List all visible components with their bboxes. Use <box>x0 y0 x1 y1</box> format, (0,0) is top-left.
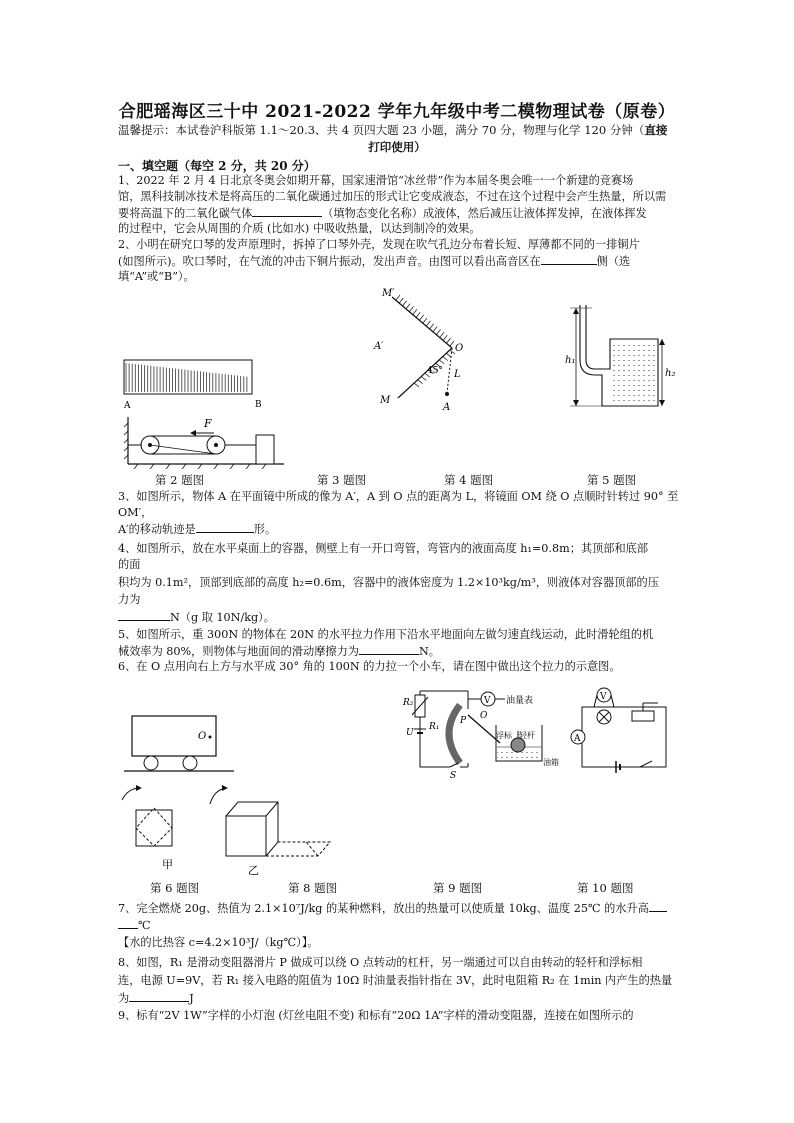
q7-line3: 【水的比热容 c=4.2×10³J/（kg℃）】。 <box>118 936 319 949</box>
label-meter-v: V <box>600 692 607 702</box>
mirror-hatch <box>437 330 441 335</box>
q2-line2 <box>118 253 680 271</box>
mirror-hatch <box>414 383 419 387</box>
q8-line1: 8、如图，R₁ 是滑动变阻器滑片 P 做成可以绕 O 点转动的杠杆，另一端通过可以自由转动的轻杆和浮标相 <box>118 956 643 969</box>
q4-answer-blank[interactable] <box>118 609 170 621</box>
cart-wheel-left <box>144 756 158 770</box>
q1-line4: 的过程中，它会从周围的介质 (比如水) 中吸收热量，以达到制冷的效果。 <box>118 222 481 235</box>
q4-line4: 力为 <box>118 593 141 606</box>
q1-text-a: 要将高温下的二氧化碳气体 <box>118 207 253 220</box>
q2-text-b: 侧（选 <box>596 255 631 268</box>
q7-line1 <box>118 900 680 918</box>
q8-text-b: J <box>189 992 194 1005</box>
mirror-hatch <box>443 335 447 340</box>
label-float: 浮标 <box>496 731 512 740</box>
caption-fig5: 第 5 题图 <box>587 473 637 487</box>
fig4-container <box>562 303 682 413</box>
label-O-cart: O <box>198 731 207 742</box>
q5-text-a: 械效率为 80%，则物体与地面间的滑动摩擦力为 <box>118 645 359 658</box>
q5-text-b: N。 <box>419 645 440 658</box>
caption-fig3: 第 3 题图 <box>317 473 367 487</box>
q1-line2: 馆，黑科技制冰技术是将高压的二氧化碳通过加压的形式让它变成液态，不过在这个过程中会产生热量，所以需 <box>118 190 667 203</box>
q1-text-b: （填物态变化名称）成液体，然后减压让液体挥发掉，在液体挥发 <box>322 207 647 220</box>
q1-answer-blank[interactable] <box>252 205 322 217</box>
q1-line3 <box>118 205 680 223</box>
q1-line1: 1、2022 年 2 月 4 日北京冬奥会如期开幕，国家速滑馆“冰丝带”作为本届冬奥会唯一一个新建的竞赛场 <box>118 174 634 187</box>
float-ball <box>511 738 525 752</box>
fig9-oil-gauge <box>400 685 575 785</box>
q4-line3: 积均为 0.1m²，顶部到底部的高度 h₂=0.6m，容器中的液体密度为 1.2×10³kg/m³，则液体对容器顶部的压 <box>118 576 659 589</box>
mirror-hatch <box>418 380 423 384</box>
q3-text-a: A′的移动轨迹是 <box>118 523 196 536</box>
label-M: M <box>380 395 391 406</box>
label-F: F <box>204 417 212 430</box>
fig10-circuit <box>566 685 676 780</box>
q8-answer-blank[interactable] <box>129 990 189 1002</box>
label-B: B <box>255 400 262 410</box>
q7-answer-blank-b[interactable] <box>118 917 138 929</box>
hint-bold-line2: 打印使用） <box>368 140 426 154</box>
object-block <box>256 435 274 464</box>
mirror-hatch <box>433 327 437 332</box>
q3-line3 <box>118 521 680 539</box>
q5-answer-blank[interactable] <box>359 643 419 655</box>
cube-yi <box>226 816 266 856</box>
label-O: O <box>455 343 464 354</box>
mirror-hatch <box>396 295 400 300</box>
mirror-hatch <box>450 341 454 346</box>
label-A: A <box>124 401 131 411</box>
q3-line2: OM′， <box>118 506 153 519</box>
hint-text: 温馨提示：本试卷沪科版第 1.1～20.3、共 4 页四大题 23 小题，满分 70 分，物理与化学 120 分钟（ <box>118 123 645 137</box>
q5-line2 <box>118 643 680 661</box>
label-oil-meter: 油量表 <box>506 696 534 706</box>
label-oil-tank: 油箱 <box>543 758 559 767</box>
label-A-point: A <box>443 402 451 413</box>
fig8-rotation <box>118 782 338 877</box>
section-heading: 一、填空题（每空 2 分，共 20 分） <box>118 159 316 173</box>
label-O-lever: O <box>480 711 488 721</box>
mirror-hatch <box>403 301 407 306</box>
label-meter-a: A <box>574 734 581 744</box>
q2-answer-blank[interactable] <box>541 253 597 265</box>
mirror-hatch <box>430 324 434 329</box>
cart-wheel-right <box>183 756 197 770</box>
q2-line3: 填“A”或“B”）。 <box>118 270 195 283</box>
mirror-hatch <box>416 312 420 317</box>
q4-line2: 的面 <box>118 558 141 571</box>
resistor-arc-R1 <box>449 705 460 763</box>
mirror-hatch <box>399 298 403 303</box>
label-h2: h₂ <box>665 368 676 379</box>
mirror-hatch <box>443 357 448 361</box>
q4-line1: 4、如图所示，放在水平桌面上的容器，侧壁上有一开口弯管，弯管内的液面高度 h₁=0.8m；其顶部和底部 <box>118 542 649 555</box>
mirror-hatch <box>439 360 444 364</box>
label-U: U <box>406 728 414 738</box>
mirror-hatch <box>406 304 410 309</box>
rheostat <box>632 711 654 721</box>
q3-answer-blank[interactable] <box>196 521 254 533</box>
q3-line1: 3、如图所示，物体 A 在平面镜中所成的像为 A′，A 到 O 点的距离为 L，将镜面 OM 绕 O 点顺时针转过 90° 至 <box>118 490 679 503</box>
caption-fig8: 第 8 题图 <box>288 881 338 895</box>
q8-line3 <box>118 990 680 1008</box>
mirror-hatch <box>413 309 417 314</box>
label-h1: h₁ <box>565 355 576 366</box>
label-angle: 45° <box>427 366 443 376</box>
q6-line1: 6、在 O 点用向右上方与水平成 30° 角的 100N 的力拉一个小车，请在图中做出这个拉力的示意图。 <box>118 660 621 673</box>
mirror-hatch <box>447 338 451 343</box>
caption-fig4: 第 4 题图 <box>444 473 494 487</box>
fig6-cart <box>124 712 239 777</box>
label-light-rod: 轻杆 <box>519 731 535 740</box>
q8-text-a: 为 <box>118 992 130 1005</box>
label-R1: R₁ <box>429 722 440 732</box>
hint-bold: 直接 <box>644 123 668 137</box>
caption-fig2: 第 2 题图 <box>155 473 205 487</box>
label-S: S <box>450 771 457 781</box>
mirror-hatch <box>420 315 424 320</box>
label-meter-v-oil: V <box>484 696 491 706</box>
square-jia <box>136 810 172 846</box>
fig5-pulley <box>124 415 294 470</box>
q7-answer-blank-a[interactable] <box>649 900 667 912</box>
label-A-prime: A′ <box>374 341 384 352</box>
q4-line5 <box>118 609 680 627</box>
label-L: L <box>454 369 461 380</box>
exam-title: 合肥瑶海区三十中 2021-2022 学年九年级中考二模物理试卷（原卷） <box>118 102 676 122</box>
q3-text-b: 形。 <box>253 523 277 536</box>
q8-line2: 连，电源 U=9V，若 R₁ 接入电路的阻值为 10Ω 时油量表指针指在 3V，此时电阻箱 R₂ 在 1min 内产生的热量 <box>118 974 673 987</box>
q9-line1: 9、标有“2V 1W”字样的小灯泡 (灯丝电阻不变) 和标有“20Ω 1A”字样的滑动变阻器，连接在如图所示的 <box>118 1009 634 1022</box>
label-R2: R₂ <box>403 698 414 708</box>
mirror-hatch <box>440 332 444 337</box>
label-jia: 甲 <box>162 858 173 871</box>
mirror-OM-prime <box>392 297 452 348</box>
q5-line1: 5、如图所示，重 300N 的物体在 20N 的水平拉力作用下沿水平地面向左做匀速直线运动，此时滑轮组的机 <box>118 628 654 641</box>
mirror-hatch <box>410 307 414 312</box>
q7-line2 <box>118 917 680 935</box>
label-yi: 乙 <box>248 864 259 877</box>
mirror-hatch <box>423 318 427 323</box>
mirror-hatch <box>426 321 430 326</box>
caption-fig10: 第 10 题图 <box>577 881 634 895</box>
label-P: P <box>460 716 467 726</box>
q7-text: 7、完全燃烧 20g、热值为 2.1×10⁷J/kg 的某种燃料，放出的热量可以使质量 10kg、温度 25℃ 的水升高 <box>118 902 649 915</box>
fig3-mirror <box>370 285 480 415</box>
exam-hint <box>118 122 688 139</box>
caption-fig6: 第 6 题图 <box>150 881 200 895</box>
mirror-hatch <box>421 376 426 380</box>
q4-text: N（g 取 10N/kg）。 <box>170 611 275 624</box>
q7-unit: ℃ <box>138 919 151 932</box>
label-M-prime: M′ <box>382 288 395 299</box>
q2-line1: 2、小明在研究口琴的发声原理时，拆掉了口琴外壳，发现在吹气孔边分布着长短、厚薄都不同的一排铜片 <box>118 238 640 251</box>
caption-fig9: 第 9 题图 <box>433 881 483 895</box>
q2-text-a: (如图所示)。吹口琴时，在气流的冲击下铜片振动，发出声音。由图可以看出高音区在 <box>118 255 541 268</box>
